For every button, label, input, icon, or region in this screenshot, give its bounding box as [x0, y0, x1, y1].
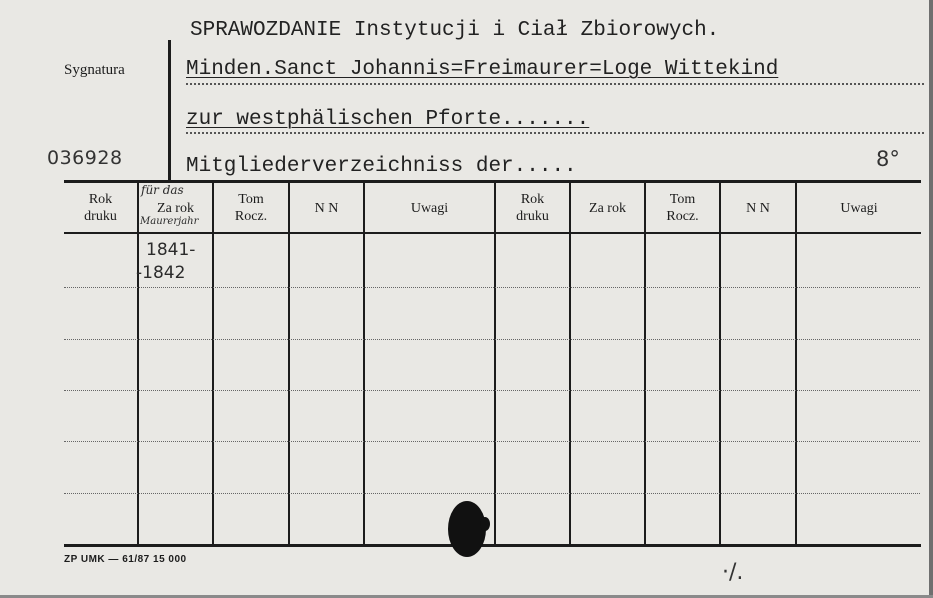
row-rule — [64, 390, 920, 391]
column-divider — [288, 181, 290, 546]
row-rule — [64, 287, 920, 288]
punch-hole — [448, 501, 486, 557]
col-header-tom-rocz: Tom Rocz. — [234, 192, 268, 224]
table-bottom-rule — [64, 544, 921, 547]
column-divider — [137, 181, 139, 546]
column-divider — [569, 181, 571, 546]
row-rule — [64, 339, 920, 340]
column-divider — [719, 181, 721, 546]
printer-imprint: ZP UMK — 61/87 15 000 — [64, 554, 187, 565]
sygnatura-number: 036928 — [47, 147, 123, 169]
col-header-uwagi-right: Uwagi — [840, 200, 878, 216]
col-header-za-rok: Za rok — [157, 200, 194, 216]
header-divider — [168, 40, 171, 183]
row-rule — [64, 441, 920, 442]
report-type-line: SPRAWOZDANIE Instytucji i Ciał Zbiorowych. — [190, 19, 720, 42]
column-divider — [644, 181, 646, 546]
punch-hole-edge — [480, 517, 490, 531]
institution-line-2: zur westphälischen Pforte....... — [186, 108, 590, 131]
col-header-za-rok-right: Za rok — [589, 200, 626, 216]
col-header-rok-druku: Rok druku — [84, 192, 117, 224]
column-divider-center — [494, 181, 496, 546]
entry-year-start: 1841- — [146, 240, 196, 260]
col-header-rok-druku-right: Rok druku — [516, 192, 549, 224]
dotted-rule — [186, 83, 924, 85]
col-header-uwagi: Uwagi — [410, 200, 449, 216]
row-rule — [64, 493, 920, 494]
col-header-tom-rocz-right: Tom Rocz. — [666, 192, 699, 224]
sygnatura-label: Sygnatura — [64, 62, 125, 78]
dotted-rule — [186, 132, 924, 134]
institution-line: Minden.Sanct Johannis=Freimaurer=Loge Wittekind — [186, 58, 779, 81]
column-divider — [795, 181, 797, 546]
col-header-nn-right: N N — [746, 200, 770, 216]
entry-year-end: -1842 — [136, 263, 186, 283]
pencil-mark: ·/. — [722, 560, 744, 585]
handwritten-header-note-2: Maurerjahr — [140, 216, 199, 227]
col-header-nn: N N — [314, 200, 339, 216]
handwritten-header-note: für das — [141, 183, 184, 197]
title-line: Mitgliederverzeichniss der..... — [186, 155, 577, 178]
column-divider — [212, 181, 214, 546]
column-divider — [363, 181, 365, 546]
format-mark: 8° — [876, 147, 900, 171]
card-edge-right — [929, 0, 933, 598]
